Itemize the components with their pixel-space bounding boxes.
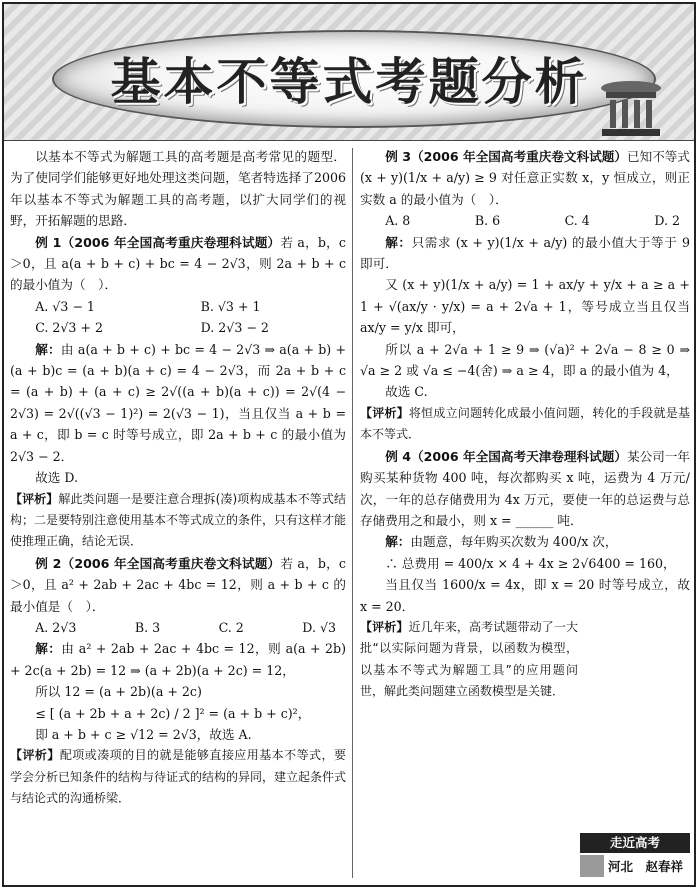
option-b: B. 6	[474, 213, 501, 229]
example-1-options-2	[10, 317, 346, 338]
option-b: B. 3	[134, 619, 161, 635]
review-3	[360, 403, 690, 446]
review-3-label: 【评析】	[360, 405, 409, 420]
example-3-source: （2006 年全国高考重庆卷文科试题）	[410, 149, 627, 164]
example-1-label: 例 1	[35, 234, 62, 250]
solution-2-text: 由 a² + 2ab + 2ac + 4bc = 12，则 a(a + 2b) + 2c(a + 2b) = 12 ⇒ (a + 2b)(a + 2c) = 12，	[10, 641, 346, 678]
solution-2	[10, 638, 346, 681]
article-body	[10, 146, 690, 880]
example-2	[10, 553, 346, 617]
solution-4-text: 由题意，每年购买次数为 400/x 次，	[410, 534, 618, 550]
review-1-text: 解此类问题一是要注意合理拆(凑)项构成基本不等式结构；二是要特别注意使用基本不等式成立的条件，只有这样才能使推理正确，结论无误．	[10, 491, 347, 549]
pillar-icon	[596, 74, 666, 140]
example-2-source: （2006 年全国高考重庆卷文科试题）	[61, 555, 281, 571]
solution-4-line-3: 当且仅当 1600/x = 4x，即 x = 20 时等号成立，故 x = 20．	[360, 577, 690, 614]
solution-3-line-3: 所以 a + 2√a + 1 ≥ 9 ⇒ (√a)² + 2√a − 8 ≥ 0 ⇒ √a ≥ 2 或 √a ≤ −4(舍) ⇒ a ≥ 4，即 a 的最小值为 4，	[360, 341, 690, 379]
example-4	[360, 446, 690, 532]
option-c: C. 2√3 + 2	[35, 320, 104, 336]
review-3-text: 将恒成立问题转化成最小值问题，转化的手段就是基本不等式．	[360, 405, 690, 442]
review-1-label: 【评析】	[10, 491, 59, 506]
solution-1	[10, 339, 346, 467]
example-3-text: 已知不等式 (x + y)(1/x + a/y) ≥ 9 对任意正实数 x，y 恒成立，则正实数 a 的最小值为（ ）．	[360, 149, 690, 207]
solution-3	[360, 232, 690, 275]
solution-3-text: 只需求 (x + y)(1/x + a/y) 的最小值大于等于 9 即可．	[360, 234, 691, 272]
solution-4	[360, 531, 690, 552]
column-tag: 走近高考	[580, 833, 690, 853]
example-4-label: 例 4	[385, 448, 411, 464]
option-b: B. √3 + 1	[200, 298, 261, 314]
solution-4-line-2: ∴ 总费用 = 400/x × 4 + 4x ≥ 2√6400 = 160，	[385, 555, 676, 571]
example-4-source: （2006 年全国高考天津卷理科试题）	[410, 448, 627, 464]
solution-1-label: 解：	[35, 341, 61, 357]
example-1-source: （2006 年全国高考重庆卷理科试题）	[61, 234, 281, 250]
example-1	[10, 232, 346, 296]
review-1	[10, 489, 346, 553]
solution-1-text: 由 a(a + b + c) + bc = 4 − 2√3 ⇒ a(a + b) + (a + b)c = (a + b)(a + c) = 4 − 2√3，而 2a + b + c = (a + b) + (a + c) ≥ 2√((a + b)(a + c)) = 2√(4 − 2√3) = 2√((√3 − 1)²) = 2(√3 − 1)，当且仅当 a + b = a + c，即 b = c 时等号成立，即 2a + b + c 的最小值为 2√3 − 2．	[10, 341, 347, 464]
solution-2-line-4: 即 a + b + c ≥ √12 = 2√3，故选 A.	[35, 726, 252, 742]
author-name: 河北 赵春祥	[608, 859, 684, 874]
example-1-options	[10, 296, 346, 317]
right-column	[360, 146, 690, 703]
intro-paragraph: 以基本不等式为解题工具的高考题是高考常见的题型．为了使同学们能够更好地处理这类问题，笔者特选择了2006年以基本不等式为解题工具的高考题，以扩大同学们的视野，开拓解题的思路．	[10, 149, 346, 229]
option-d: D. 2	[654, 213, 680, 229]
option-a: A. 8	[385, 213, 411, 229]
solution-2-label: 解：	[35, 641, 62, 657]
example-2-text: 若 a，b，c＞0，且 a² + 2ab + 2ac + 4bc = 12，则 a + b + c 的最小值是（ ）．	[10, 555, 346, 614]
option-d: D. 2√3 − 2	[200, 320, 269, 336]
solution-2-line-3: ≤ [ (a + 2b + a + 2c) / 2 ]² = (a + b + c)²，	[35, 705, 311, 721]
review-2	[10, 745, 346, 809]
review-4	[360, 617, 690, 703]
solution-3-line-2: 又 (x + y)(1/x + a/y) = 1 + ax/y + y/x + a ≥ a + 1 + √(ax/y · y/x) = a + 2√a + 1，等号成立当且仅当 ax/y = y/x 即可，	[360, 277, 690, 336]
example-3-label: 例 3	[385, 149, 411, 164]
review-2-label: 【评析】	[10, 748, 60, 763]
option-c: C. 2	[218, 619, 244, 635]
option-c: C. 4	[564, 213, 590, 229]
column-divider	[352, 148, 353, 878]
option-d: D. √3	[302, 619, 336, 635]
example-3	[360, 146, 690, 210]
example-4-text: 某公司一年购买某种货物 400 吨，每次都购买 x 吨，运费为 4 万元/次，一年的总存储费用为 4x 万元，要使一年的总运费与总存储费用之和最小，则 x = ______ 吨．	[360, 448, 690, 528]
solution-1-answer: 故选 D.	[35, 470, 79, 486]
example-1-text: 若 a，b，c＞0，且 a(a + b + c) + bc = 4 − 2√3，则 2a + b + c 的最小值为（ ）．	[10, 234, 346, 293]
solution-4-label: 解：	[385, 534, 411, 550]
example-2-options	[10, 617, 346, 638]
review-4-text: 近几年来，高考试题带动了一大批“以实际问题为背景，以函数为模型，以基本不等式为解题工具”的应用题问世，解此类问题建立函数模型是关键．	[360, 619, 578, 699]
example-2-label: 例 2	[35, 555, 62, 571]
author-box	[580, 833, 690, 879]
title-banner	[4, 4, 694, 141]
solution-3-answer: 故选 C.	[385, 384, 428, 400]
solution-2-line-2: 所以 12 = (a + 2b)(a + 2c)	[35, 684, 202, 700]
example-3-options	[360, 210, 690, 231]
review-4-label: 【评析】	[360, 619, 409, 634]
solution-3-label: 解：	[385, 234, 412, 250]
option-a: A. 2√3	[35, 619, 77, 635]
option-a: A. √3 − 1	[35, 298, 95, 314]
author-marker	[580, 855, 604, 877]
review-2-text: 配项或凑项的目的就是能够直接应用基本不等式，要学会分析已知条件的结构与待证式的结构的异同，建立起条件式与结论式的沟通桥梁．	[10, 748, 347, 806]
left-column	[10, 146, 346, 810]
page-title: 基本不等式考题分析	[110, 53, 588, 111]
